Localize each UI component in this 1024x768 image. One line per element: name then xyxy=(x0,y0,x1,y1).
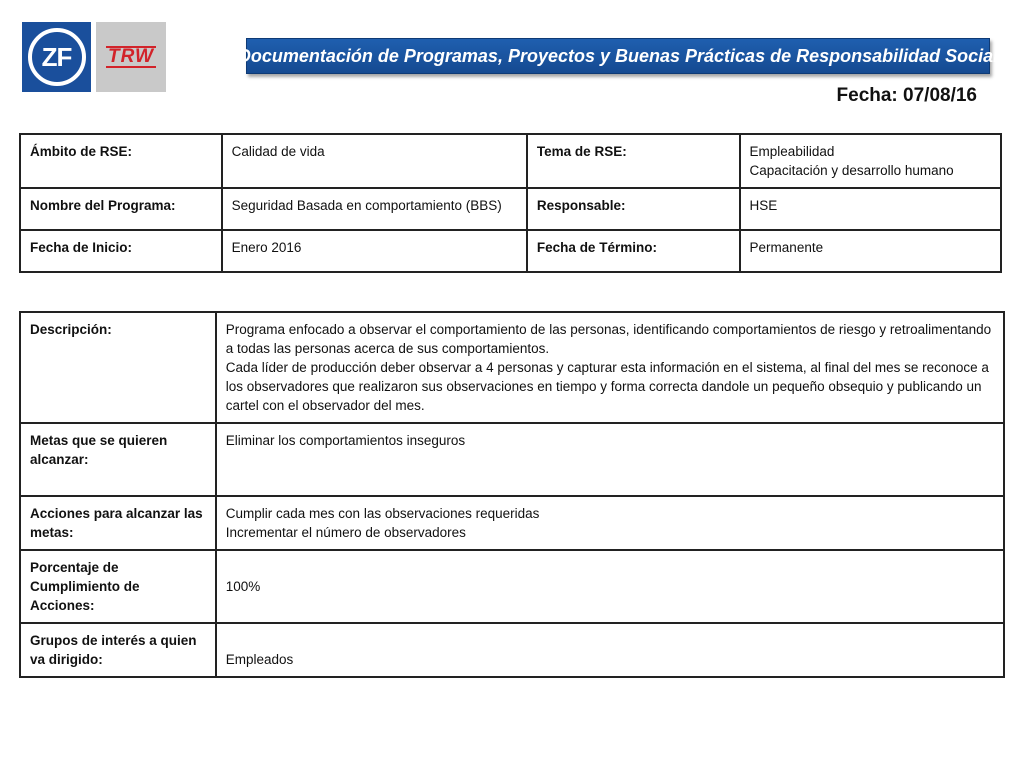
trw-logo xyxy=(96,22,166,92)
table-row xyxy=(20,496,1004,550)
termino-value: Permanente xyxy=(740,230,1001,272)
descripcion-paragraph: Programa enfocado a observar el comportamiento de las personas, identificando comportamientos de riesgo y retroalimentando a todas las personas acerca de sus comportamientos. xyxy=(225,322,992,356)
document-date: Fecha: 07/08/16 xyxy=(836,85,977,106)
table-row xyxy=(20,312,1004,423)
page-title: Documentación de Programas, Proyectos y Buenas Prácticas de Responsabilidad Social xyxy=(237,45,999,66)
porcentaje-label: Porcentaje de Cumplimiento de Acciones: xyxy=(20,550,216,623)
program-details-table xyxy=(19,311,1005,678)
table-row xyxy=(20,550,1004,623)
metas-label: Metas que se quieren alcanzar: xyxy=(20,423,216,496)
table-row xyxy=(20,134,1001,188)
program-info-table xyxy=(19,133,1002,273)
zf-logo xyxy=(22,22,91,92)
acciones-value xyxy=(216,496,1004,550)
termino-label: Fecha de Término: xyxy=(527,230,740,272)
acciones-line: Incrementar el número de observadores xyxy=(225,525,466,540)
responsable-label: Responsable: xyxy=(527,188,740,230)
porcentaje-text: 100% xyxy=(225,579,261,594)
inicio-label: Fecha de Inicio: xyxy=(20,230,222,272)
descripcion-paragraph: Cada líder de producción deber observar a 4 personas y capturar esta información en el sistema, al final del mes se reconoce a los observadores que realizaron sus observaciones en tiempo y forma correcta dandole un pequeño obsequio y publicando un cartel con el observador del mes. xyxy=(225,360,989,413)
grupos-value xyxy=(216,623,1004,677)
table-row xyxy=(20,423,1004,496)
descripcion-value xyxy=(216,312,1004,423)
title-banner xyxy=(237,38,999,74)
metas-value: Eliminar los comportamientos inseguros xyxy=(216,423,1004,496)
tema-value-line: Empleabilidad xyxy=(749,144,835,159)
table-row xyxy=(20,623,1004,677)
descripcion-label: Descripción: xyxy=(20,312,216,423)
grupos-text: Empleados xyxy=(225,652,294,667)
acciones-label: Acciones para alcanzar las metas: xyxy=(20,496,216,550)
tema-value xyxy=(740,134,1001,188)
table-row xyxy=(20,230,1001,272)
nombre-value: Seguridad Basada en comportamiento (BBS) xyxy=(222,188,527,230)
trw-logo-text: TRW xyxy=(108,46,154,67)
tema-value-line: Capacitación y desarrollo humano xyxy=(749,163,954,178)
zf-logo-text: ZF xyxy=(28,28,86,86)
acciones-line: Cumplir cada mes con las observaciones requeridas xyxy=(225,506,540,521)
table-row xyxy=(20,188,1001,230)
ambito-value: Calidad de vida xyxy=(222,134,527,188)
inicio-value: Enero 2016 xyxy=(222,230,527,272)
responsable-value: HSE xyxy=(740,188,1001,230)
ambito-label: Ámbito de RSE: xyxy=(20,134,222,188)
tema-label: Tema de RSE: xyxy=(527,134,740,188)
nombre-label: Nombre del Programa: xyxy=(20,188,222,230)
porcentaje-value xyxy=(216,550,1004,623)
grupos-label: Grupos de interés a quien va dirigido: xyxy=(20,623,216,677)
